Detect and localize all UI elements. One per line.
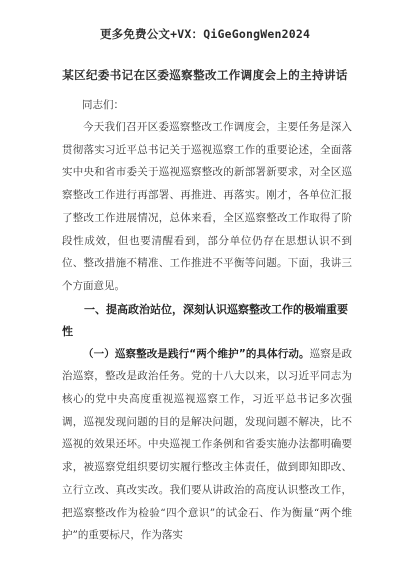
header-banner: 更多免费公文+VX：QiGeGongWen2024 <box>99 27 311 41</box>
intro-paragraph: 今天我们召开区委巡察整改工作调度会，主要任务是深入贯彻落实习近平总书记关于巡视巡察工作的重要论述，全面落实中央和省市委关于巡视巡察整改的新部署新要求，对全区巡察整改工作进行再部署、再推进、再落实。刚才，各单位汇报了整改工作进展情况，总体来看，全区巡察整改工作取得了阶段性成效，但也要清醒看到，部分单位仍存在思想认识不到位、整改措施不精准、工作推进不平衡等问题。下面，我讲三个方面意见。 <box>62 121 352 292</box>
document-title: 某区纪委书记在区委巡察整改工作调度会上的主持讲话 <box>62 68 348 82</box>
subsection-heading: （一）巡察整改是践行“两个维护”的具体行动。 <box>83 347 310 360</box>
salutation: 同志们： <box>82 99 124 111</box>
document-body <box>62 94 352 547</box>
subsection-text: 巡察是政治巡察，整改是政治任务。党的十八大以来，以习近平同志为核心的党中央高度重视巡视巡察工作，习近平总书记多次强调，巡视发现问题的目的是解决问题，发现问题不解决，比不巡视的效果还坏。中央巡视工作条例和省委实施办法都明确要求，被巡察党组织要切实履行整改主体责任，做到即知即改、立行立改、真改实改。我们要从讲政治的高度认识整改工作，把巡察整改作为检验“四个意识”的试金石、作为衡量“两个维护”的重要标尺，作为落实 <box>62 347 352 542</box>
section-heading: 一、提高政治站位，深刻认识巡察整改工作的极端重要性 <box>62 302 348 338</box>
subsection-paragraph <box>62 343 352 547</box>
